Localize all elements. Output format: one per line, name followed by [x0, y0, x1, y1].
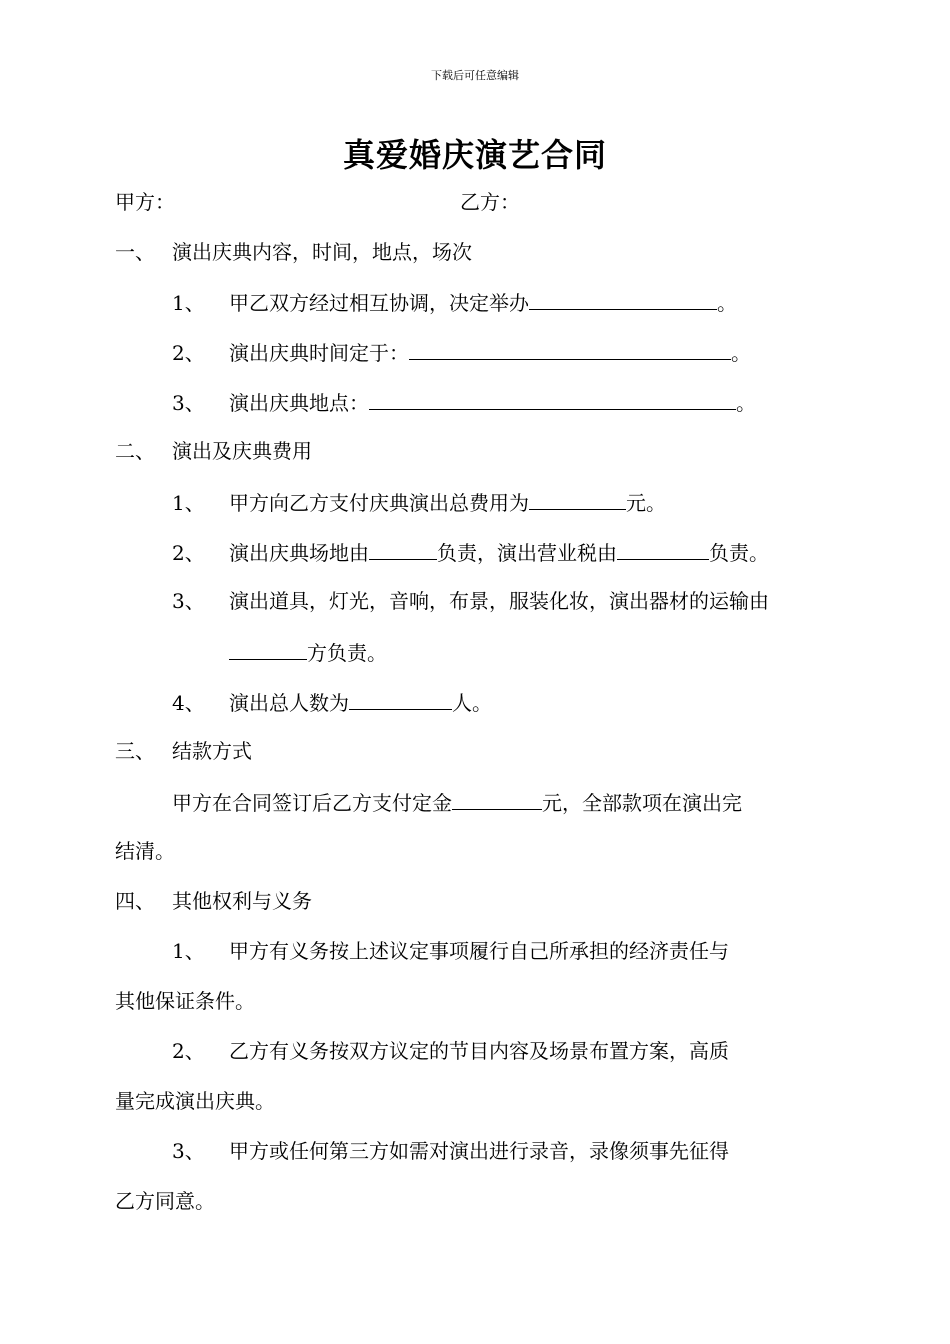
fill-blank-deposit[interactable] — [452, 789, 542, 810]
item-number: 1、 — [172, 491, 205, 515]
fill-blank-tax-party[interactable] — [617, 539, 709, 560]
section-1-heading — [115, 240, 472, 264]
fill-blank-location[interactable] — [369, 389, 736, 410]
item-text: 甲方或任何第三方如需对演出进行录音，录像须事先征得 — [229, 1139, 729, 1163]
list-item — [172, 389, 756, 413]
item-number: 2、 — [172, 1039, 205, 1063]
item-text-end: 方负责。 — [307, 641, 387, 665]
list-item — [172, 689, 492, 713]
party-b-label: 乙方： — [460, 190, 520, 214]
list-item — [172, 939, 729, 963]
item-text: 乙方有义务按双方议定的节目内容及场景布置方案，高质 — [229, 1039, 729, 1063]
paragraph-text: 甲方在合同签订后乙方支付定金 — [172, 791, 452, 815]
item-text: 演出道具，灯光，音响，布景，服装化妆，演出器材的运输由 — [229, 589, 769, 613]
item-text-end: 。 — [731, 341, 751, 365]
item-text: 甲方向乙方支付庆典演出总费用为 — [229, 491, 529, 515]
list-item — [172, 289, 737, 313]
item-text-end: 。 — [736, 391, 756, 415]
item-text: 演出庆典时间定于： — [229, 341, 409, 365]
section-title: 演出庆典内容，时间，地点，场次 — [172, 240, 472, 264]
item-number: 2、 — [172, 341, 205, 365]
item-text: 演出庆典场地由 — [229, 541, 369, 565]
section-title: 其他权利与义务 — [172, 889, 312, 913]
list-item — [172, 1139, 729, 1163]
list-item — [172, 589, 769, 613]
fill-blank-venue-party[interactable] — [369, 539, 437, 560]
item-number: 3、 — [172, 391, 205, 415]
item-text-end: 人。 — [452, 691, 492, 715]
item-text: 甲方有义务按上述议定事项履行自己所承担的经济责任与 — [229, 939, 729, 963]
item-text: 演出总人数为 — [229, 691, 349, 715]
item-text: 演出庆典地点： — [229, 391, 369, 415]
list-item — [172, 539, 769, 563]
fill-blank-headcount[interactable] — [349, 689, 452, 710]
section-number: 一、 — [115, 240, 155, 264]
section-number: 二、 — [115, 439, 155, 463]
item-number: 4、 — [172, 691, 205, 715]
item-text-end: 负责。 — [709, 541, 769, 565]
paragraph-line: 结清。 — [115, 839, 175, 863]
item-text: 甲乙双方经过相互协调，决定举办 — [229, 291, 529, 315]
item-number: 2、 — [172, 541, 205, 565]
section-3-heading — [115, 739, 252, 763]
list-item-continued: 乙方同意。 — [115, 1189, 215, 1213]
document-title: 真爱婚庆演艺合同 — [342, 136, 607, 174]
section-number: 四、 — [115, 889, 155, 913]
paragraph-line — [172, 789, 742, 813]
item-text-end: 。 — [717, 291, 737, 315]
list-item — [172, 489, 666, 513]
item-number: 1、 — [172, 291, 205, 315]
fill-blank-event[interactable] — [529, 289, 717, 310]
fill-blank-total-fee[interactable] — [529, 489, 626, 510]
section-title: 演出及庆典费用 — [172, 439, 312, 463]
section-title: 结款方式 — [172, 739, 252, 763]
list-item — [172, 1039, 729, 1063]
list-item-continued: 量完成演出庆典。 — [115, 1089, 275, 1113]
item-text-end: 元。 — [626, 491, 666, 515]
party-a-label: 甲方： — [115, 190, 175, 214]
fill-blank-time[interactable] — [409, 339, 731, 360]
header-note: 下载后可任意编辑 — [431, 69, 519, 82]
item-text: 负责，演出营业税由 — [437, 541, 617, 565]
item-number: 3、 — [172, 589, 205, 613]
section-2-heading — [115, 439, 312, 463]
section-4-heading — [115, 889, 312, 913]
item-number: 3、 — [172, 1139, 205, 1163]
list-item-continued — [229, 639, 387, 663]
paragraph-text: 元，全部款项在演出完 — [542, 791, 742, 815]
list-item-continued: 其他保证条件。 — [115, 989, 255, 1013]
list-item — [172, 339, 751, 363]
item-number: 1、 — [172, 939, 205, 963]
fill-blank-transport-party[interactable] — [229, 639, 307, 660]
section-number: 三、 — [115, 739, 155, 763]
